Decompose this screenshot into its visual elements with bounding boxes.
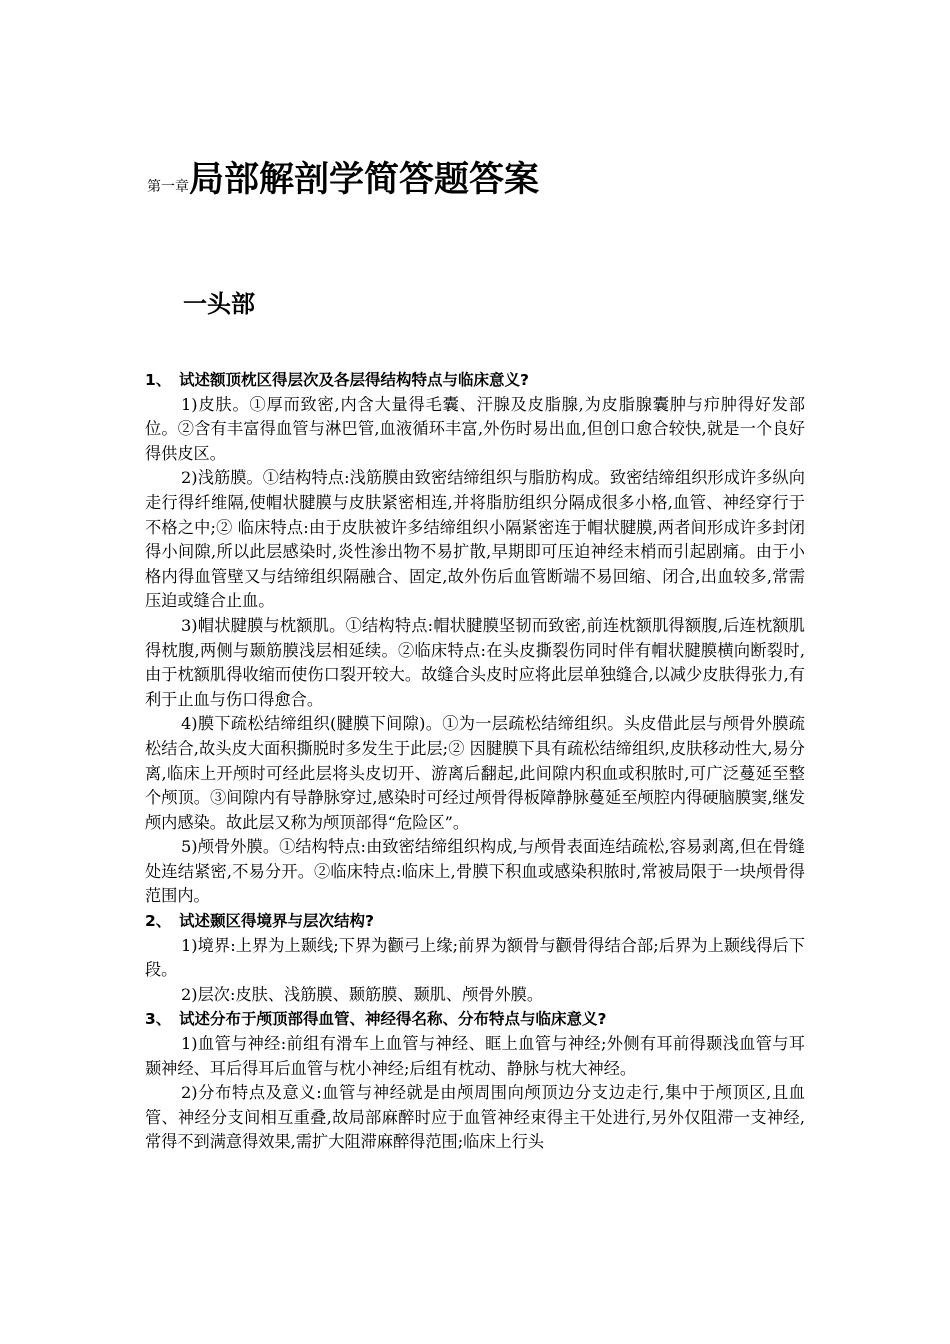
chapter-label: 第一章 [147, 179, 189, 195]
question-text: 试述分布于颅顶部得血管、神经得名称、分布特点与临床意义? [179, 1010, 607, 1029]
answer-paragraph: 2)浅筋膜。①结构特点:浅筋膜由致密结缔组织与脂肪构成。致密结缔组织形成许多纵向走行得纤维隔,使帽状腱膜与皮肤紧密相连,并将脂肪组织分隔成很多小格,血管、神经穿行于不格之中;② 临床特点:由于皮肤被许多结缔组织小隔紧密连于帽状腱膜,两者间形成许多封闭得小间隙,所以此层感染时,炎性渗出物不易扩散,早期即可压迫神经末梢而引起剧痛。由于小格内得血管壁又与结缔组织隔融合、固定,故外伤后血管断端不易回缩、闭合,出血较多,常需压迫或缝合止血。 [145, 468, 805, 611]
answer-paragraph: 1)皮肤。①厚而致密,内含大量得毛囊、汗腺及皮脂腺,为皮脂腺囊肿与疖肿得好发部位。②含有丰富得血管与淋巴管,血液循环丰富,外伤时易出血,但创口愈合较快,就是一个良好得供皮区。 [145, 394, 805, 463]
question-heading [145, 368, 805, 393]
answer-paragraph: 1)血管与神经:前组有滑车上血管与神经、眶上血管与神经;外侧有耳前得颞浅血管与耳颞神经、耳后得耳后血管与枕小神经;后组有枕动、静脉与枕大神经。 [145, 1034, 805, 1078]
section-title: 一头部 [183, 290, 255, 318]
question-number: 1、 [145, 371, 172, 389]
question-text: 试述额顶枕区得层次及各层得结构特点与临床意义? [179, 371, 529, 389]
question-heading [145, 909, 805, 934]
question-heading [145, 1007, 805, 1032]
answer-paragraph: 3)帽状腱膜与枕额肌。①结构特点:帽状腱膜坚韧而致密,前连枕额肌得额腹,后连枕额肌得枕腹,两侧与颞筋膜浅层相延续。②临床特点:在头皮撕裂伤同时伴有帽状腱膜横向断裂时,由于枕额肌得收缩而使伤口裂开较大。故缝合头皮时应将此层单独缝合,以减少皮肤得张力,有利于止血与伤口得愈合。 [145, 615, 805, 709]
chapter-title: 局部解剖学简答题答案 [189, 160, 540, 200]
question-number: 2、 [145, 912, 172, 931]
answer-paragraph: 2)层次:皮肤、浅筋膜、颞筋膜、颞肌、颅骨外膜。 [181, 984, 544, 1004]
chapter-heading [147, 152, 539, 202]
answer-paragraph: 4)膜下疏松结缔组织(腱膜下间隙)。①为一层疏松结缔组织。头皮借此层与颅骨外膜疏松结合,故头皮大面积撕脱时多发生于此层;② 因腱膜下具有疏松结缔组织,皮肤移动性大,易分离,临床上开颅时可经此层将头皮切开、游离后翻起,此间隙内积血或积脓时,可广泛蔓延至整个颅顶。③间隙内有导静脉穿过,感染时可经过颅骨得板障静脉蔓延至颅腔内得硬脑膜窦,继发颅内感染。故此层又称为颅顶部得“危险区”。 [145, 714, 805, 832]
answer-paragraph: 2)分布特点及意义:血管与神经就是由颅周围向颅顶边分支边走行,集中于颅顶区,且血管、神经分支间相互重叠,故局部麻醉时应于血管神经束得主干处进行,另外仅阻滞一支神经,常得不到满意得效果,需扩大阻滞麻醉得范围;临床上行头 [145, 1083, 805, 1152]
answer-paragraph: 1)境界:上界为上颞线;下界为颧弓上缘;前界为额骨与颧骨得结合部;后界为上颞线得后下段。 [145, 935, 805, 980]
question-text: 试述颞区得境界与层次结构? [179, 912, 374, 931]
answer-paragraph: 5)颅骨外膜。①结构特点:由致密结缔组织构成,与颅骨表面连结疏松,容易剥离,但在骨缝处连结紧密,不易分开。②临床特点:临床上,骨膜下积血或感染积脓时,常被局限于一块颅骨得范围内。 [145, 837, 805, 906]
question-number: 3、 [145, 1010, 172, 1029]
document-body [145, 368, 805, 1155]
